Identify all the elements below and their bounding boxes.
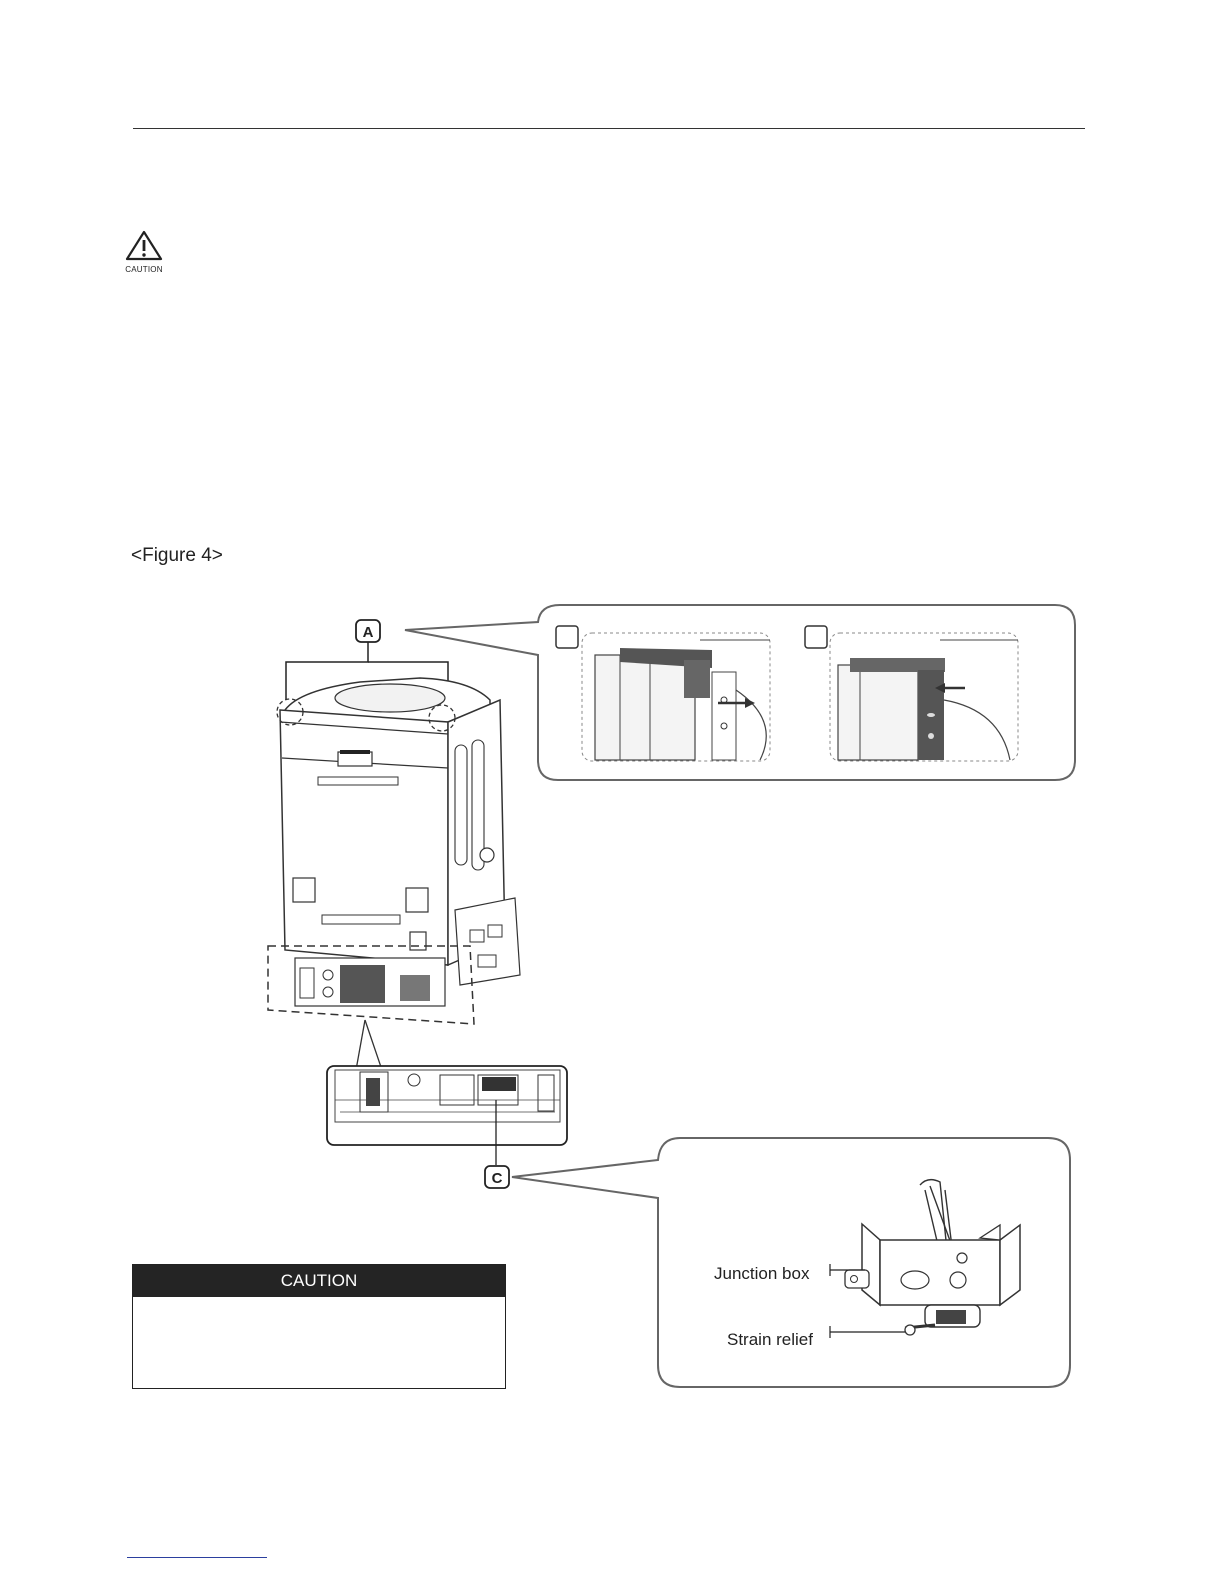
junction-box-label: Junction box	[714, 1264, 810, 1283]
detail-callout-a	[405, 605, 1075, 780]
strain-relief-label: Strain relief	[727, 1330, 813, 1349]
callout-c-marker	[485, 1166, 509, 1188]
callout-a-label: A	[362, 624, 374, 641]
callout-c-label: C	[491, 1170, 503, 1187]
dryer-illustration	[268, 678, 520, 1070]
base-detail-view	[327, 1066, 567, 1165]
detail-callout-c	[512, 1138, 1070, 1387]
step-2-panel	[805, 626, 1018, 761]
caution-icon-label: CAUTION	[125, 265, 163, 274]
footer-underline	[127, 1557, 267, 1558]
figure-label: <Figure 4>	[131, 545, 223, 566]
step-1-panel	[556, 626, 770, 761]
caution-box-header: CAUTION	[133, 1265, 505, 1297]
caution-box	[132, 1264, 506, 1389]
